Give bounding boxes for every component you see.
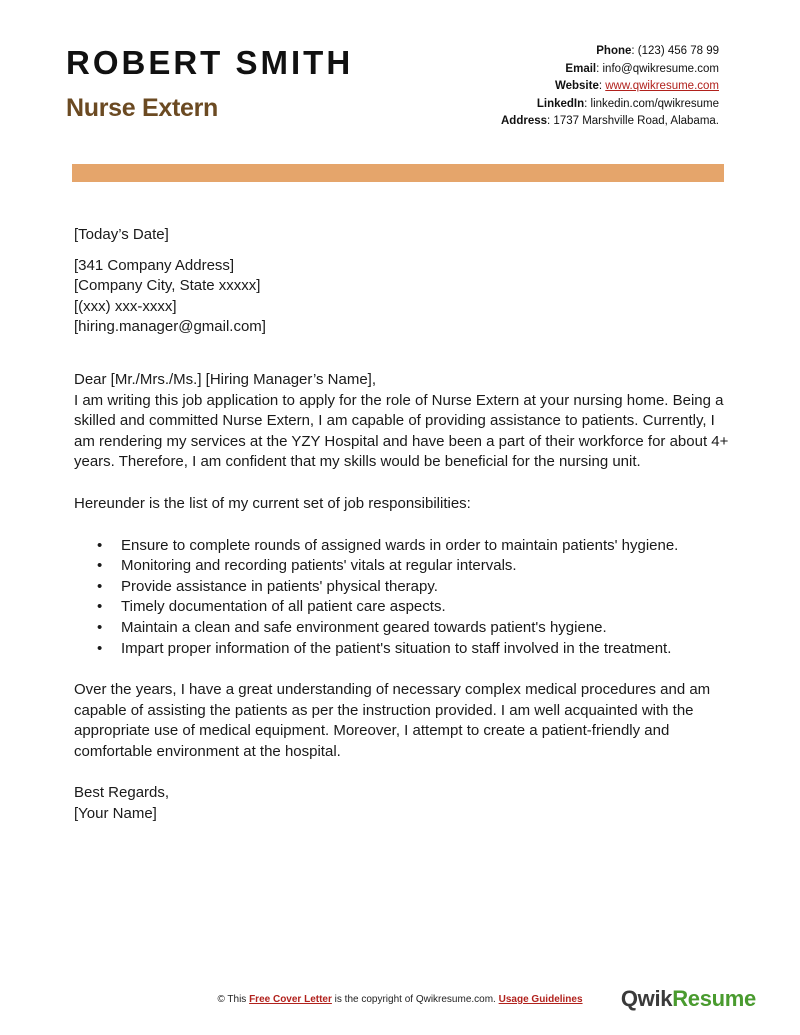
list-item: • Provide assistance in patients' physical therapy. (74, 577, 734, 598)
signature: [Your Name] (74, 805, 157, 823)
recipient-address-line: [341 Company Address] (74, 256, 235, 274)
list-item: • Impart proper information of the patient's situation to staff involved in the treatment. (74, 639, 734, 660)
recipient-address-line: [hiring.manager@gmail.com] (74, 318, 266, 336)
paragraph-experience: Over the years, I have a great understanding of necessary complex medical procedures and am capable of assisting the patients as per the instruction provided. I am well acquainted with the appropriate use of medical equipment. Moreover, I attempt to create a patient-friendly and comfortable environment at the hospital. (74, 681, 711, 760)
contact-block (419, 43, 719, 131)
contact-address: Address: 1737 Marshville Road, Alabama. (501, 115, 719, 127)
recipient-address-line: [Company City, State xxxxx] (74, 277, 261, 295)
contact-website: Website: www.qwikresume.com (554, 80, 719, 92)
list-item: • Ensure to complete rounds of assigned wards in order to maintain patients' hygiene. (74, 536, 734, 557)
bullet-icon: • (97, 536, 103, 554)
list-item: • Timely documentation of all patient care aspects. (74, 597, 734, 618)
bullet-icon: • (97, 639, 103, 657)
bullet-icon: • (97, 577, 103, 595)
paragraph-intro: I am writing this job application to apply for the role of Nurse Extern at your nursing home. Being a skilled and committed Nurse Extern, I am capable of providing assistance to patients. Currently, I am rendering my services at the YZY Hospital and have been a part of their workforce for about 4+ years. Therefore, I am confident that my skills would be beneficial for the nursing unit. (74, 391, 729, 471)
list-item: • Monitoring and recording patients' vitals at regular intervals. (74, 556, 734, 577)
closing: Best Regards, (74, 784, 170, 802)
list-item: • Maintain a clean and safe environment geared towards patient's hygiene. (74, 618, 734, 639)
contact-linkedin: LinkedIn: linkedin.com/qwikresume (536, 97, 719, 110)
list-intro: Hereunder is the list of my current set of job responsibilities: (74, 494, 471, 512)
bullet-icon: • (97, 557, 103, 575)
qwikresume-logo[interactable]: QwikResume (620, 986, 756, 1011)
candidate-role: Nurse Extern (66, 94, 219, 122)
contact-phone: Phone: (123) 456 78 99 (596, 45, 719, 57)
free-cover-letter-link[interactable]: Free Cover Letter (249, 994, 332, 1005)
copyright-footer: © This Free Cover Letter is the copyright of Qwikresume.com. Usage Guidelines (217, 994, 583, 1005)
recipient-address-line: [(xxx) xxx-xxxx] (74, 297, 177, 315)
usage-guidelines-link[interactable]: Usage Guidelines (498, 994, 583, 1005)
salutation: Dear [Mr./Mrs./Ms.] [Hiring Manager’s Name], (74, 370, 377, 388)
website-link[interactable]: www.qwikresume.com (605, 80, 719, 92)
responsibility-list (74, 536, 734, 660)
accent-divider-bar (72, 164, 724, 182)
bullet-icon: • (97, 618, 103, 636)
letter-body (74, 225, 734, 825)
contact-email: Email: info@qwikresume.com (565, 62, 719, 75)
bullet-icon: • (97, 598, 103, 616)
letter-date: [Today’s Date] (74, 226, 169, 243)
candidate-name: ROBERT SMITH (66, 44, 354, 81)
